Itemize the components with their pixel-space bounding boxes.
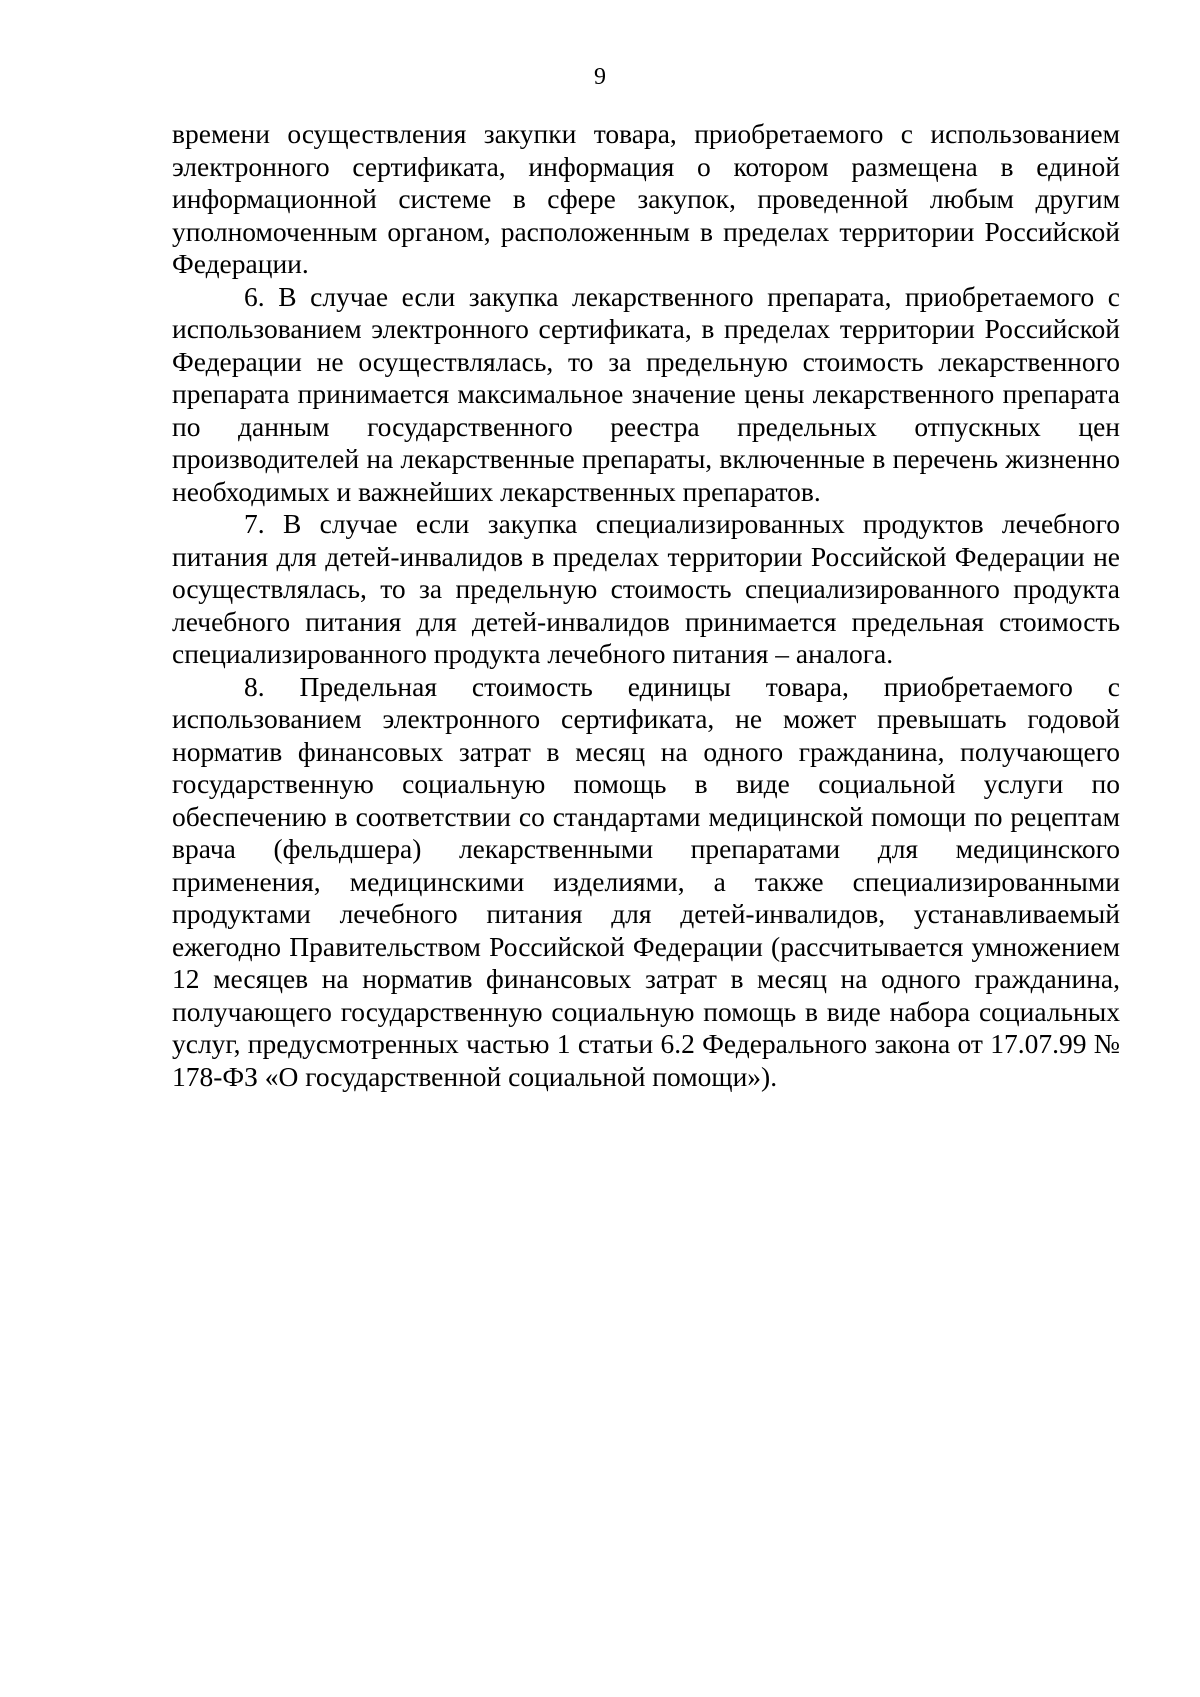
- paragraph-8: 8. Предельная стоимость единицы товара, приобретаемого с использованием электронного сертификата, не может превышать годовой норматив финансовых затрат в месяц на одного гражданина, получающего государственную социальную помощь в виде социальной услуги по обеспечению в соответствии со стандартами медицинской помощи по рецептам врача (фельдшера) лекарственными препаратами для медицинского применения, медицинскими изделиями, а также специализированными продуктами лечебного питания для детей-инвалидов, устанавливаемый ежегодно Правительством Российской Федерации (рассчитывается умножением 12 месяцев на норматив финансовых затрат в месяц на одного гражданина, получающего государственную социальную помощь в виде набора социальных услуг, предусмотренных частью 1 статьи 6.2 Федерального закона от 17.07.99 № 178-ФЗ «О государственной социальной помощи»).: [172, 670, 1120, 1092]
- document-body: [172, 118, 1120, 1093]
- paragraph-7: 7. В случае если закупка специализированных продуктов лечебного питания для детей-инвалидов в пределах территории Российской Федерации не осуществлялась, то за предельную стоимость специализированного продукта лечебного питания для детей-инвалидов принимается предельная стоимость специализированного продукта лечебного питания – аналога.: [172, 508, 1120, 669]
- page-number: 9: [594, 64, 606, 90]
- paragraph-6: 6. В случае если закупка лекарственного препарата, приобретаемого с использованием электронного сертификата, в пределах территории Российской Федерации не осуществлялась, то за предельную стоимость лекарственного препарата принимается максимальное значение цены лекарственного препарата по данным государственного реестра предельных отпускных цен производителей на лекарственные препараты, включенные в перечень жизненно необходимых и важнейших лекарственных препаратов.: [172, 280, 1120, 507]
- paragraph-continuation: времени осуществления закупки товара, приобретаемого с использованием электронного сертификата, информация о котором размещена в единой информационной системе в сфере закупок, проведенной любым другим уполномоченным органом, расположенным в пределах территории Российской Федерации.: [172, 118, 1120, 279]
